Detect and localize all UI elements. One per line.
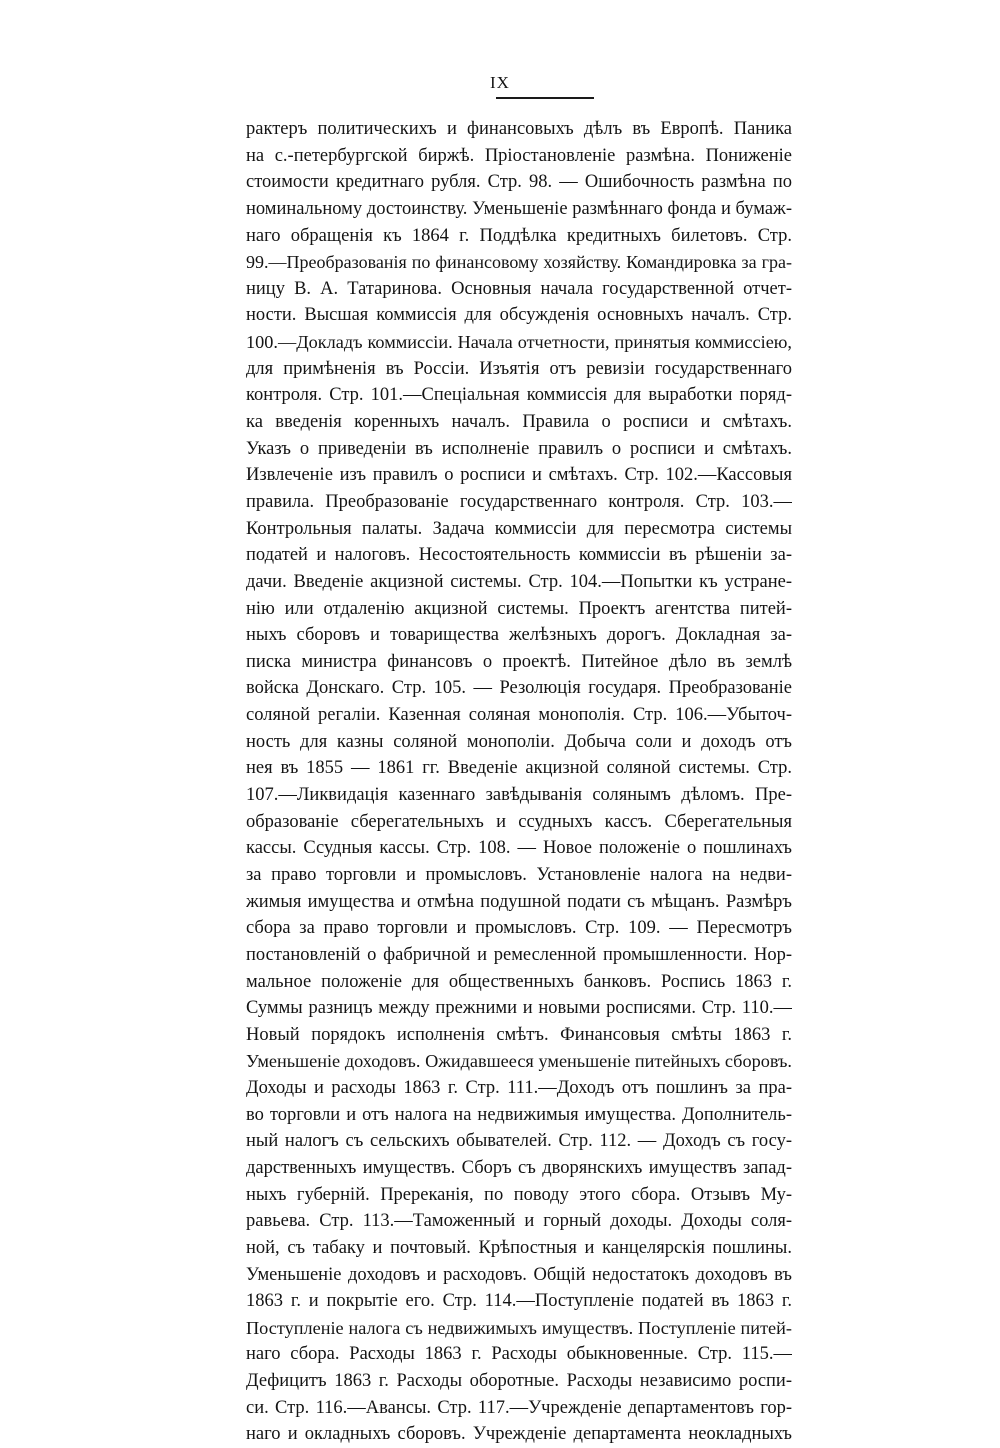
text-line: наго сбора. Расходы 1863 г. Расходы обыкновенные. Стр. 115.— [246, 1344, 792, 1365]
text-line: писка министра финансовъ о проектѣ. Питейное дѣло въ землѣ [246, 651, 792, 672]
text-line: войска Донскаго. Стр. 105. — Резолюція государя. Преобразованіе [246, 678, 792, 699]
text-line: 107.—Ликвидація казеннаго завѣдыванія солянымъ дѣломъ. Пре- [246, 785, 792, 806]
text-line: жимыя имущества и отмѣна подушной подати съ мѣщанъ. Размѣръ [246, 891, 792, 912]
text-line: Суммы разницъ между прежними и новыми росписями. Стр. 110.— [246, 998, 792, 1019]
text-line: ной, съ табаку и почтовый. Крѣпостныя и канцелярскія пошлины. [246, 1237, 792, 1258]
text-line: стоимости кредитнаго рубля. Стр. 98. — Ошибочность размѣна по [246, 172, 792, 193]
text-line: ности. Высшая коммиссія для обсужденія основныхъ началъ. Стр. [246, 305, 792, 326]
text-line: ка введенія коренныхъ началъ. Правила о росписи и смѣтахъ. [246, 412, 792, 433]
text-line: Новый порядокъ исполненія смѣтъ. Финансовыя смѣты 1863 г. [246, 1024, 792, 1045]
text-line: ныхъ сборовъ и товарищества желѣзныхъ дорогъ. Докладная за- [246, 625, 792, 646]
page-number: IX [490, 73, 510, 92]
text-line: мальное положеніе для общественныхъ банковъ. Роспись 1863 г. [246, 971, 792, 992]
text-line: для примѣненія въ Россіи. Изъятія отъ ревизіи государственнаго [246, 358, 792, 379]
text-line: за право торговли и промысловъ. Установленіе налога на недви- [246, 864, 792, 885]
text-line: ныхъ губерній. Пререканія, по поводу этого сбора. Отзывъ Му- [246, 1184, 792, 1205]
text-line: Контрольныя палаты. Задача коммиссіи для пересмотра системы [246, 518, 792, 539]
text-line: номинальному достоинству. Уменьшеніе размѣннаго фонда и бумаж- [246, 198, 792, 219]
text-line: образованіе сберегательныхъ и ссудныхъ кассъ. Сберегательныя [246, 811, 792, 832]
text-line: ность для казны соляной монополіи. Добыча соли и доходъ отъ [246, 731, 792, 752]
text-line: дарственныхъ имуществъ. Сборъ съ дворянскихъ имуществъ запад- [246, 1157, 792, 1178]
text-line: си. Стр. 116.—Авансы. Стр. 117.—Учрежденіе департаментовъ гор- [246, 1397, 792, 1418]
text-line: ницу В. А. Татаринова. Основныя начала государственной отчет- [246, 278, 792, 299]
text-line: кассы. Ссудныя кассы. Стр. 108. — Новое положеніе о пошлинахъ [246, 838, 792, 859]
text-line: Уменьшеніе доходовъ и расходовъ. Общій недостатокъ доходовъ въ [246, 1264, 792, 1285]
text-line: наго обращенія къ 1864 г. Поддѣлка кредитныхъ билетовъ. Стр. [246, 225, 792, 246]
text-line: ный налогъ съ сельскихъ обывателей. Стр. 112. — Доходъ съ госу- [246, 1131, 792, 1152]
header-rule [496, 97, 594, 99]
text-line: Уменьшеніе доходовъ. Ожидавшееся уменьшеніе питейныхъ сборовъ. [246, 1051, 792, 1072]
text-line: рактеръ политическихъ и финансовыхъ дѣлъ въ Европѣ. Паника [246, 119, 792, 139]
text-line: дачи. Введеніе акцизной системы. Стр. 104.—Попытки къ устране- [246, 571, 792, 592]
text-line: правила. Преобразованіе государственнаго контроля. Стр. 103.— [246, 491, 792, 512]
text-line: податей и налоговъ. Несостоятельность коммиссіи въ рѣшеніи за- [246, 545, 792, 566]
text-line: постановленій о фабричной и ремесленной промышленности. Нор- [246, 944, 792, 965]
text-line: Указъ о приведеніи въ исполненіе правилъ о росписи и смѣтахъ. [246, 438, 792, 459]
text-line: Доходы и расходы 1863 г. Стр. 111.—Доходъ отъ пошлинъ за пра- [246, 1078, 792, 1099]
text-line: 100.—Докладъ коммиссіи. Начала отчетности, принятыя коммиссіею, [246, 332, 792, 353]
text-line: Извлеченіе изъ правилъ о росписи и смѣтахъ. Стр. 102.—Кассовыя [246, 465, 792, 486]
text-line: контроля. Стр. 101.—Спеціальная коммиссія для выработки поряд- [246, 385, 792, 406]
text-line: 1863 г. и покрытіе его. Стр. 114.—Поступленіе податей въ 1863 г. [246, 1291, 792, 1312]
text-line: нея въ 1855 — 1861 гг. Введеніе акцизной соляной системы. Стр. [246, 758, 792, 779]
text-line: равьева. Стр. 113.—Таможенный и горный доходы. Доходы соля- [246, 1211, 792, 1232]
body-text [246, 116, 792, 1448]
text-line: соляной регаліи. Казенная соляная монополія. Стр. 106.—Убыточ- [246, 705, 792, 726]
text-line: 99.—Преобразованія по финансовому хозяйству. Командировка за гра- [246, 252, 792, 273]
text-line: сбора за право торговли и промысловъ. Стр. 109. — Пересмотръ [246, 918, 792, 939]
text-line: Дефицитъ 1863 г. Расходы оборотные. Расходы независимо роспи- [246, 1371, 792, 1392]
text-line: на с.-петербургской биржѣ. Пріостановленіе размѣна. Пониженіе [246, 145, 792, 166]
text-line: Поступленіе налога съ недвижимыхъ имуществъ. Поступленіе питей- [246, 1317, 792, 1338]
text-line: нію или отдаленію акцизной системы. Проектъ агентства питей- [246, 598, 792, 619]
text-line: во торговли и отъ налога на недвижимыя имущества. Дополнитель- [246, 1104, 792, 1125]
text-line: наго и окладныхъ сборовъ. Учрежденіе департамента неокладныхъ [246, 1424, 792, 1445]
